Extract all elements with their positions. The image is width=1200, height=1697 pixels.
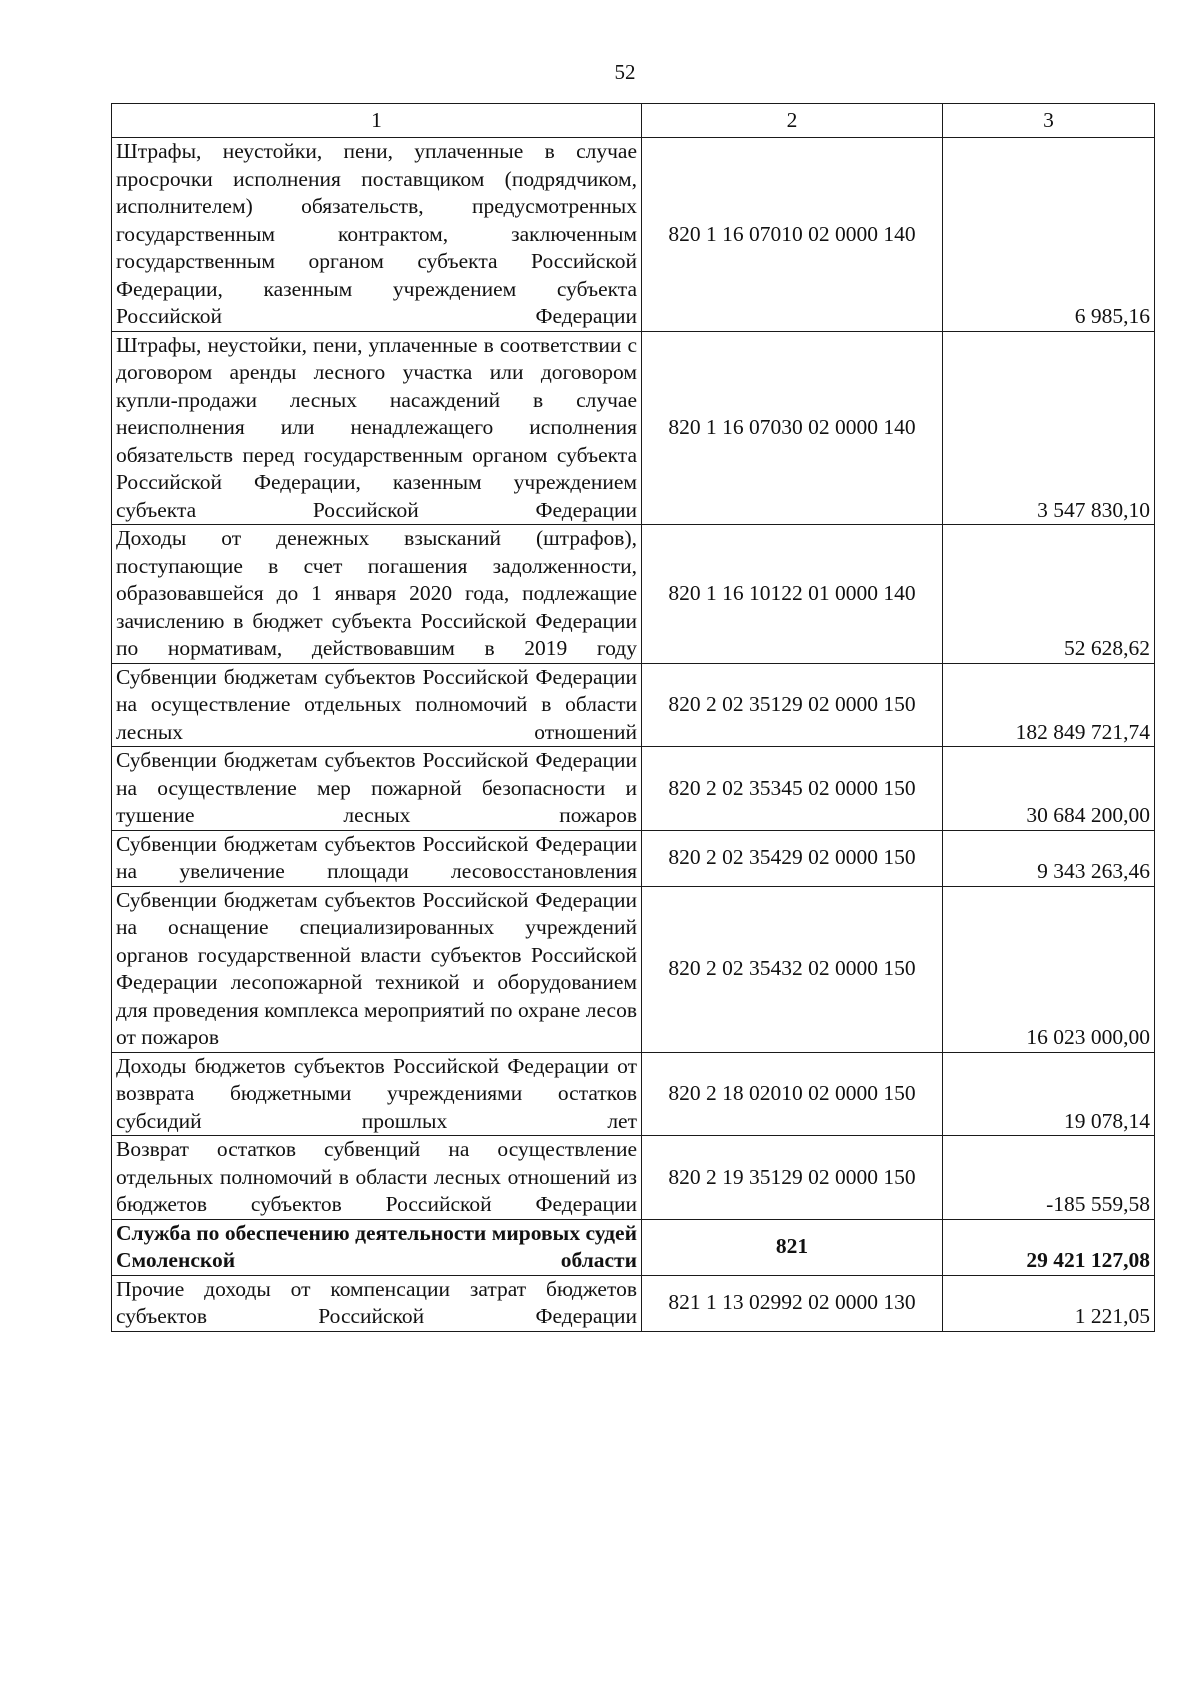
revenue-table	[111, 103, 1155, 1332]
row-code: 821 1 13 02992 02 0000 130	[642, 1275, 943, 1331]
row-name: Прочие доходы от компенсации затрат бюджетов субъектов Российской Федерации	[112, 1275, 642, 1331]
row-name: Доходы от денежных взысканий (штрафов), поступающие в счет погашения задолженности, образовавшейся до 1 января 2020 года, подлежащие зачислению в бюджет субъекта Российской Федерации по нормативам, действовавшим в 2019 году	[112, 525, 642, 664]
row-amount: 6 985,16	[943, 138, 1155, 332]
row-amount: 182 849 721,74	[943, 663, 1155, 747]
row-amount: 30 684 200,00	[943, 747, 1155, 831]
row-name: Субвенции бюджетам субъектов Российской Федерации на увеличение площади лесовосстановления	[112, 830, 642, 886]
row-name: Субвенции бюджетам субъектов Российской Федерации на оснащение специализированных учреждений органов государственной власти субъектов Российской Федерации лесопожарной техникой и оборудованием для проведения комплекса мероприятий по охране лесов от пожаров	[112, 886, 642, 1052]
row-amount: 16 023 000,00	[943, 886, 1155, 1052]
table-row	[112, 747, 1155, 831]
row-name: Доходы бюджетов субъектов Российской Федерации от возврата бюджетными учреждениями остатков субсидий прошлых лет	[112, 1052, 642, 1136]
row-name: Служба по обеспечению деятельности мировых судей Смоленской области	[112, 1219, 642, 1275]
table-row	[112, 1052, 1155, 1136]
table-row	[112, 663, 1155, 747]
row-code: 821	[642, 1219, 943, 1275]
page-number: 52	[614, 60, 636, 84]
table-row	[112, 331, 1155, 525]
row-code: 820 1 16 07030 02 0000 140	[642, 331, 943, 525]
row-amount: 1 221,05	[943, 1275, 1155, 1331]
row-code: 820 2 02 35432 02 0000 150	[642, 886, 943, 1052]
row-name: Субвенции бюджетам субъектов Российской Федерации на осуществление отдельных полномочий в области лесных отношений	[112, 663, 642, 747]
row-name: Возврат остатков субвенций на осуществление отдельных полномочий в области лесных отношений из бюджетов субъектов Российской Федерации	[112, 1136, 642, 1220]
table-row	[112, 1275, 1155, 1331]
row-name: Штрафы, неустойки, пени, уплаченные в соответствии с договором аренды лесного участка или договором купли-продажи лесных насаждений в случае неисполнения или ненадлежащего исполнения обязательств перед государственным органом субъекта Российской Федерации, казенным учреждением субъекта Российской Федерации	[112, 331, 642, 525]
row-code: 820 2 19 35129 02 0000 150	[642, 1136, 943, 1220]
table-header-row	[112, 104, 1155, 138]
table-row-agency-total	[112, 1219, 1155, 1275]
table-row	[112, 138, 1155, 332]
row-name: Штрафы, неустойки, пени, уплаченные в случае просрочки исполнения поставщиком (подрядчиком, исполнителем) обязательств, предусмотренных государственным контрактом, заключенным государственным органом субъекта Российской Федерации, казенным учреждением субъекта Российской Федерации	[112, 138, 642, 332]
column-header-3: 3	[943, 104, 1155, 138]
row-code: 820 1 16 10122 01 0000 140	[642, 525, 943, 664]
table-row	[112, 886, 1155, 1052]
row-amount: -185 559,58	[943, 1136, 1155, 1220]
row-code: 820 2 18 02010 02 0000 150	[642, 1052, 943, 1136]
row-amount: 29 421 127,08	[943, 1219, 1155, 1275]
row-amount: 3 547 830,10	[943, 331, 1155, 525]
row-amount: 52 628,62	[943, 525, 1155, 664]
row-code: 820 1 16 07010 02 0000 140	[642, 138, 943, 332]
column-header-1: 1	[112, 104, 642, 138]
table-row	[112, 1136, 1155, 1220]
table-row	[112, 525, 1155, 664]
row-code: 820 2 02 35345 02 0000 150	[642, 747, 943, 831]
table-row	[112, 830, 1155, 886]
column-header-2: 2	[642, 104, 943, 138]
row-code: 820 2 02 35129 02 0000 150	[642, 663, 943, 747]
row-name: Субвенции бюджетам субъектов Российской Федерации на осуществление мер пожарной безопасности и тушение лесных пожаров	[112, 747, 642, 831]
row-amount: 9 343 263,46	[943, 830, 1155, 886]
row-amount: 19 078,14	[943, 1052, 1155, 1136]
row-code: 820 2 02 35429 02 0000 150	[642, 830, 943, 886]
